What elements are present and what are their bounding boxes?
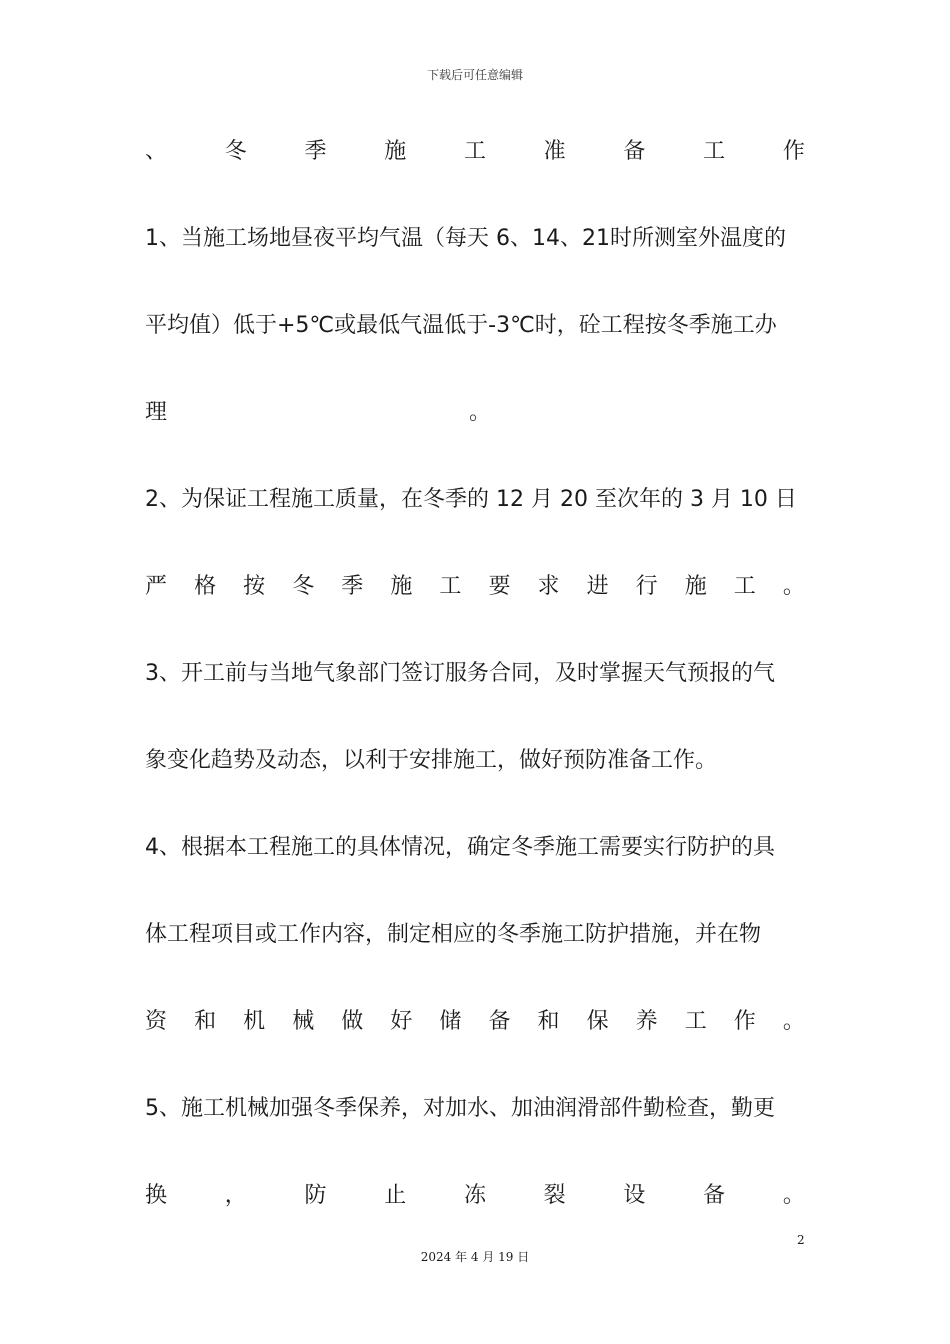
spread-char: 冻 bbox=[463, 1183, 486, 1208]
spread-char: 求 bbox=[537, 574, 560, 599]
spread-char: 。 bbox=[782, 1009, 805, 1034]
spread-char: 工 bbox=[733, 574, 756, 599]
spread-char: 作 bbox=[733, 1009, 756, 1034]
spread-char: 保 bbox=[586, 1009, 609, 1034]
spread-char: 严 bbox=[145, 574, 168, 599]
spread-char: 施 bbox=[384, 139, 407, 164]
spread-char: 季 bbox=[341, 574, 364, 599]
spread-char: 工 bbox=[439, 574, 462, 599]
spread-char: 进 bbox=[586, 574, 609, 599]
page-number: 2 bbox=[797, 1233, 805, 1247]
spread-char: 设 bbox=[623, 1183, 646, 1208]
paragraph-line-end bbox=[145, 398, 805, 428]
spread-char: ， bbox=[224, 1183, 247, 1208]
spread-char: 冬 bbox=[224, 139, 247, 164]
spread-char: 按 bbox=[243, 574, 266, 599]
spread-char: 防 bbox=[304, 1183, 327, 1208]
spread-char: 冬 bbox=[292, 574, 315, 599]
paragraph-line: 象变化趋势及动态，以利于安排施工，做好预防准备工作。 bbox=[145, 748, 718, 773]
spread-char: 、 bbox=[145, 139, 168, 164]
paragraph-line-spread bbox=[145, 1007, 805, 1037]
paragraph-line-spread bbox=[145, 1181, 805, 1211]
spread-char: 好 bbox=[390, 1009, 413, 1034]
spread-char: 施 bbox=[684, 574, 707, 599]
spread-char: 行 bbox=[635, 574, 658, 599]
paragraph-line-spread bbox=[145, 572, 805, 602]
paragraph-line: 4、根据本工程施工的具体情况，确定冬季施工需要实行防护的具 bbox=[145, 835, 775, 860]
paragraph-char: 理 bbox=[145, 400, 168, 425]
spread-char: 备 bbox=[623, 139, 646, 164]
spread-char: 要 bbox=[488, 574, 511, 599]
spread-char: 止 bbox=[384, 1183, 407, 1208]
paragraph-line: 平均值）低于+5℃或最低气温低于-3℃时，砼工程按冬季施工办 bbox=[145, 313, 777, 338]
paragraph-line: 1、当施工场地昼夜平均气温（每天 6、14、21时所测室外温度的 bbox=[145, 226, 786, 251]
spread-char: 。 bbox=[782, 574, 805, 599]
spread-char: 储 bbox=[439, 1009, 462, 1034]
spread-char: 格 bbox=[194, 574, 217, 599]
spread-char: 资 bbox=[145, 1009, 168, 1034]
spread-char: 和 bbox=[537, 1009, 560, 1034]
spread-char: 工 bbox=[463, 139, 486, 164]
page-header: 下载后可任意编辑 bbox=[426, 68, 523, 82]
paragraph-line: 体工程项目或工作内容，制定相应的冬季施工防护措施，并在物 bbox=[145, 922, 762, 947]
spread-char: 裂 bbox=[543, 1183, 566, 1208]
spread-char: 施 bbox=[390, 574, 413, 599]
spread-char: 械 bbox=[292, 1009, 315, 1034]
paragraph-char: 。 bbox=[469, 400, 492, 425]
paragraph-line: 5、施工机械加强冬季保养，对加水、加油润滑部件勤检查，勤更 bbox=[145, 1096, 775, 1121]
spread-char: 准 bbox=[543, 139, 566, 164]
spread-char: 换 bbox=[145, 1183, 168, 1208]
paragraph-line: 2、为保证工程施工质量，在冬季的 12 月 20 至次年的 3 月 10 日 bbox=[145, 487, 797, 512]
spread-char: 做 bbox=[341, 1009, 364, 1034]
spread-char: 工 bbox=[703, 139, 726, 164]
section-heading bbox=[145, 137, 805, 167]
spread-char: 备 bbox=[488, 1009, 511, 1034]
spread-char: 备 bbox=[703, 1183, 726, 1208]
spread-char: 。 bbox=[782, 1183, 805, 1208]
spread-char: 作 bbox=[782, 139, 805, 164]
spread-char: 养 bbox=[635, 1009, 658, 1034]
spread-char: 机 bbox=[243, 1009, 266, 1034]
spread-char: 季 bbox=[304, 139, 327, 164]
spread-char: 工 bbox=[684, 1009, 707, 1034]
paragraph-line: 3、开工前与当地气象部门签订服务合同，及时掌握天气预报的气 bbox=[145, 661, 775, 686]
footer-date: 2024 年 4 月 19 日 bbox=[420, 1250, 530, 1264]
spread-char: 和 bbox=[194, 1009, 217, 1034]
